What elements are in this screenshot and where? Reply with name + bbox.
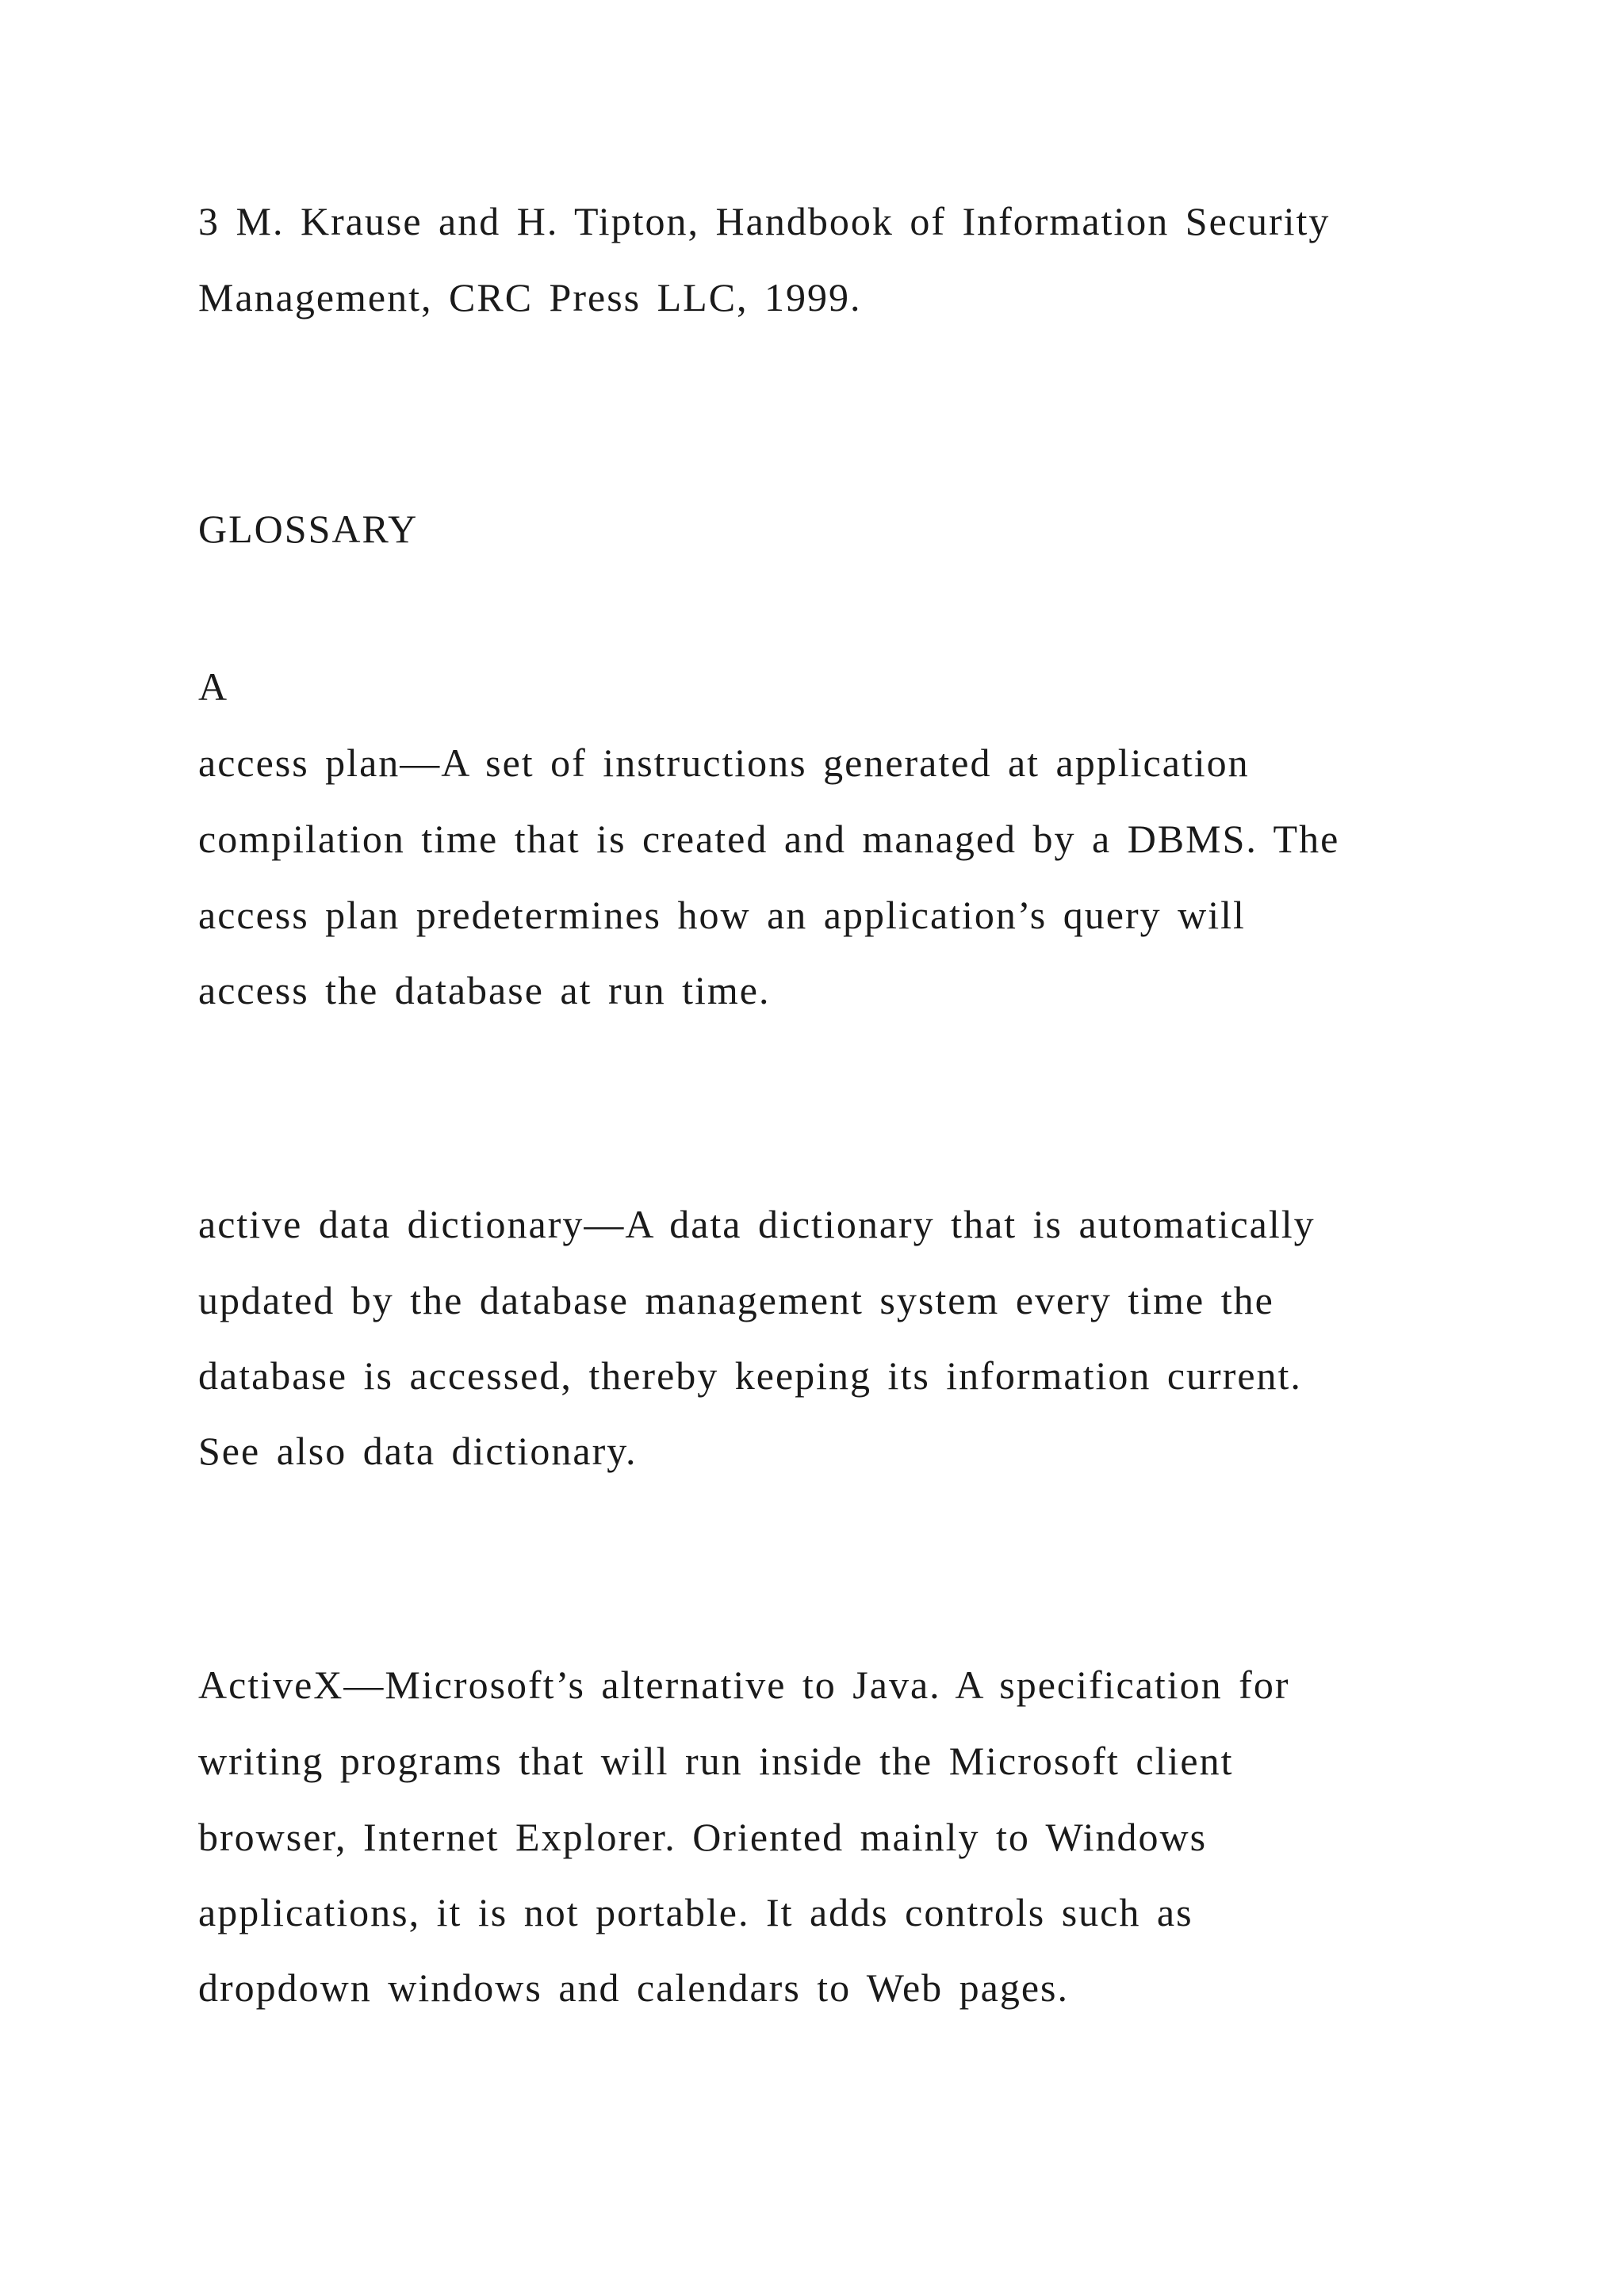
glossary-entry-line: applications, it is not portable. It adds controls such as <box>198 1890 1193 1934</box>
glossary-entry-line: active data dictionary—A data dictionary that is automatically <box>198 1202 1316 1246</box>
glossary-entry-line: compilation time that is created and managed by a DBMS. The <box>198 817 1340 861</box>
glossary-section-letter: A <box>198 664 229 709</box>
glossary-entry-line: writing programs that will run inside the Microsoft client <box>198 1739 1234 1783</box>
glossary-entry-line: ActiveX—Microsoft’s alternative to Java. A specification for <box>198 1663 1290 1707</box>
glossary-entry-line: database is accessed, thereby keeping its information current. <box>198 1353 1302 1398</box>
glossary-entry-line: updated by the database management system every time the <box>198 1278 1274 1322</box>
glossary-entry-line: access plan—A set of instructions generated at application <box>198 740 1250 785</box>
glossary-entry-line: See also data dictionary. <box>198 1429 638 1473</box>
reference-line: Management, CRC Press LLC, 1999. <box>198 275 862 320</box>
glossary-entry-line: access the database at run time. <box>198 968 771 1012</box>
glossary-entry-line: browser, Internet Explorer. Oriented mainly to Windows <box>198 1815 1208 1859</box>
glossary-title: GLOSSARY <box>198 507 419 551</box>
glossary-entry-line: dropdown windows and calendars to Web pages. <box>198 1965 1069 2010</box>
reference-line: 3 M. Krause and H. Tipton, Handbook of Information Security <box>198 199 1331 243</box>
glossary-entry-line: access plan predetermines how an application’s query will <box>198 893 1246 937</box>
